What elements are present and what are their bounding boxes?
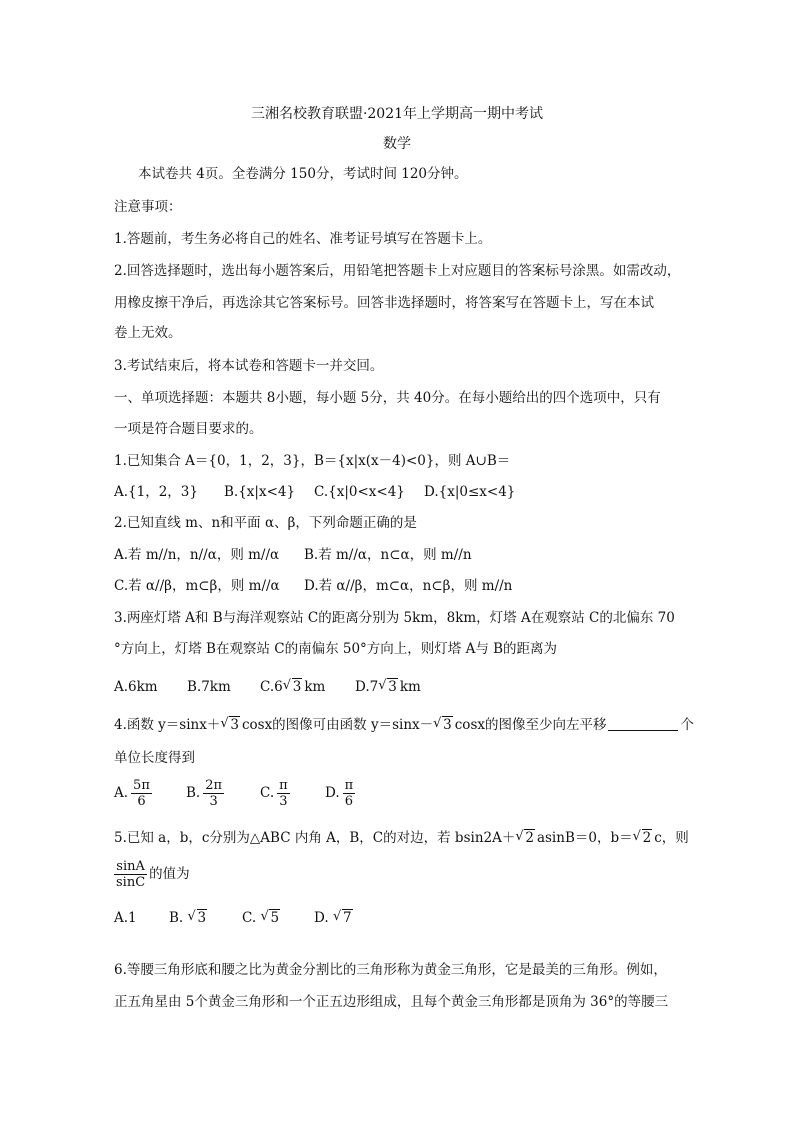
sqrt-2: √ 2	[633, 827, 653, 849]
q5-option-a: A.1	[114, 910, 137, 926]
q5-post: c，则	[654, 830, 689, 846]
q6-stem-line-1: 6.等腰三角形底和腰之比为黄金分割比的三角形称为黄金三角形，它是最美的三角形。例如，	[114, 962, 667, 978]
q1-option-b: B.{x|x<4}	[224, 484, 296, 500]
q1-stem: 1.已知集合 A＝{0，1，2，3}，B＝{x|x(x－4)<0}，则 A∪B＝	[114, 453, 511, 469]
sqrt-3: √ 3	[220, 714, 240, 736]
sqrt-3: √ 3	[433, 714, 453, 736]
notice-2-line-1: 2.回答选择题时，选出每小题答案后，用铅笔把答题卡上对应题目的答案标号涂黑。如需改动，	[114, 263, 681, 279]
q5-pre: 5.已知 a，b，c分别为△ABC 内角 A，B，C的对边，若 bsin2A＋	[114, 830, 516, 846]
q2-stem: 2.已知直线 m、n和平面 α、β，下列命题正确的是	[114, 515, 417, 531]
q3-unit-c: km	[304, 679, 326, 695]
q2-option-b: B.若 m//α，n⊂α，则 m//n	[304, 547, 472, 563]
subject-title: 数学	[383, 136, 411, 152]
notice-1: 1.答题前，考生务必将自己的姓名、准考证号填写在答题卡上。	[114, 231, 492, 247]
fraction: $\frac{\pi}{6}$	[344, 778, 354, 809]
q5-tail: 的值为	[149, 866, 190, 882]
sin-ratio-fraction: $\frac{\sin A}{\sin C}$	[116, 859, 146, 890]
q1-option-c: C.{x|0<x<4}	[314, 484, 405, 500]
q1-option-d: D.{x|0≤x<4}	[424, 484, 516, 500]
q4-option-d: D. $\frac{\pi}{6}$	[325, 778, 354, 809]
q4-stem-line-1	[114, 714, 694, 736]
sqrt-2: √ 2	[515, 827, 535, 849]
q3-option-d	[355, 676, 421, 698]
q5-stem-line-1	[114, 827, 689, 849]
sqrt-3: √ 3	[283, 676, 303, 698]
q4-pre: 4.函数 y＝sinx＋	[114, 717, 221, 733]
q3-option-c-coef: C.6	[260, 679, 283, 695]
q4-option-c: C. $\frac{\pi}{3}$	[260, 778, 288, 809]
answer-blank	[608, 716, 678, 731]
q3-option-a: A.6km	[114, 679, 158, 695]
q5-option-c: C. √ 5	[242, 907, 282, 929]
q4-option-a: A. $\frac{5\pi}{6}$	[114, 778, 150, 809]
sqrt-3: √ 3	[378, 676, 398, 698]
notice-2-line-3: 卷上无效。	[114, 325, 182, 341]
q2-option-a: A.若 m//n，n//α，则 m//α	[114, 547, 280, 563]
exam-intro: 本试卷共 4页。全卷满分 150分，考试时间 120分钟。	[138, 166, 468, 182]
q4-stem-line-2: 单位长度得到	[114, 750, 195, 766]
q3-unit-d: km	[399, 679, 421, 695]
fraction: $\frac{2\pi}{3}$	[205, 778, 223, 809]
sqrt-7: √ 7	[333, 907, 353, 929]
exam-title: 三湘名校教育联盟·2021年上学期高一期中考试	[250, 106, 544, 122]
fraction: $\frac{5\pi}{6}$	[133, 778, 150, 809]
q3-stem-line-1: 3.两座灯塔 A和 B与海洋观察站 C的距离分别为 5km，8km，灯塔 A在观察站 C的北偏东 70	[114, 610, 675, 626]
q1-option-a: A.{1，2，3}	[114, 484, 198, 500]
q4-post: 个	[680, 717, 694, 733]
q4-option-b: B. $\frac{2\pi}{3}$	[186, 778, 223, 809]
q3-option-d-coef: D.7	[355, 679, 379, 695]
q2-option-c: C.若 α//β，m⊂β，则 m//α	[114, 578, 280, 594]
sqrt-5: √ 5	[260, 907, 280, 929]
q5-stem-line-2	[114, 856, 684, 892]
q3-option-c	[260, 676, 325, 698]
q6-stem-line-2: 正五角星由 5个黄金三角形和一个正五边形组成，且每个黄金三角形都是顶角为 36°的等腰三	[114, 994, 669, 1010]
notice-2-line-2: 用橡皮擦干净后，再选涂其它答案标号。回答非选择题时，将答案写在答题卡上，写在本试	[114, 295, 654, 311]
q5-option-d: D. √ 7	[314, 907, 355, 929]
q2-option-d: D.若 α//β，m⊂α，n⊂β，则 m//n	[304, 578, 513, 594]
q5-mid: asinB＝0，b＝	[536, 830, 633, 846]
section1-heading-line-2: 一项是符合题目要求的。	[114, 421, 263, 437]
q3-stem-line-2: °方向上，灯塔 B在观察站 C的南偏东 50°方向上，则灯塔 A与 B的距离为	[114, 641, 558, 657]
notice-3: 3.考试结束后，将本试卷和答题卡一并交回。	[114, 358, 384, 374]
q3-option-b: B.7km	[187, 679, 231, 695]
q5-option-b: B. √ 3	[169, 907, 209, 929]
q4-mid1: cosx的图像可由函数 y＝sinx－	[241, 717, 434, 733]
notice-heading: 注意事项：	[114, 199, 182, 215]
q4-mid2: cosx的图像至少向左平移	[454, 717, 607, 733]
sqrt-3: √ 3	[188, 907, 208, 929]
fraction: $\frac{\pi}{3}$	[279, 778, 288, 809]
section1-heading-line-1: 一、单项选择题：本题共 8小题，每小题 5分，共 40分。在每小题给出的四个选项中，只有	[114, 390, 661, 406]
